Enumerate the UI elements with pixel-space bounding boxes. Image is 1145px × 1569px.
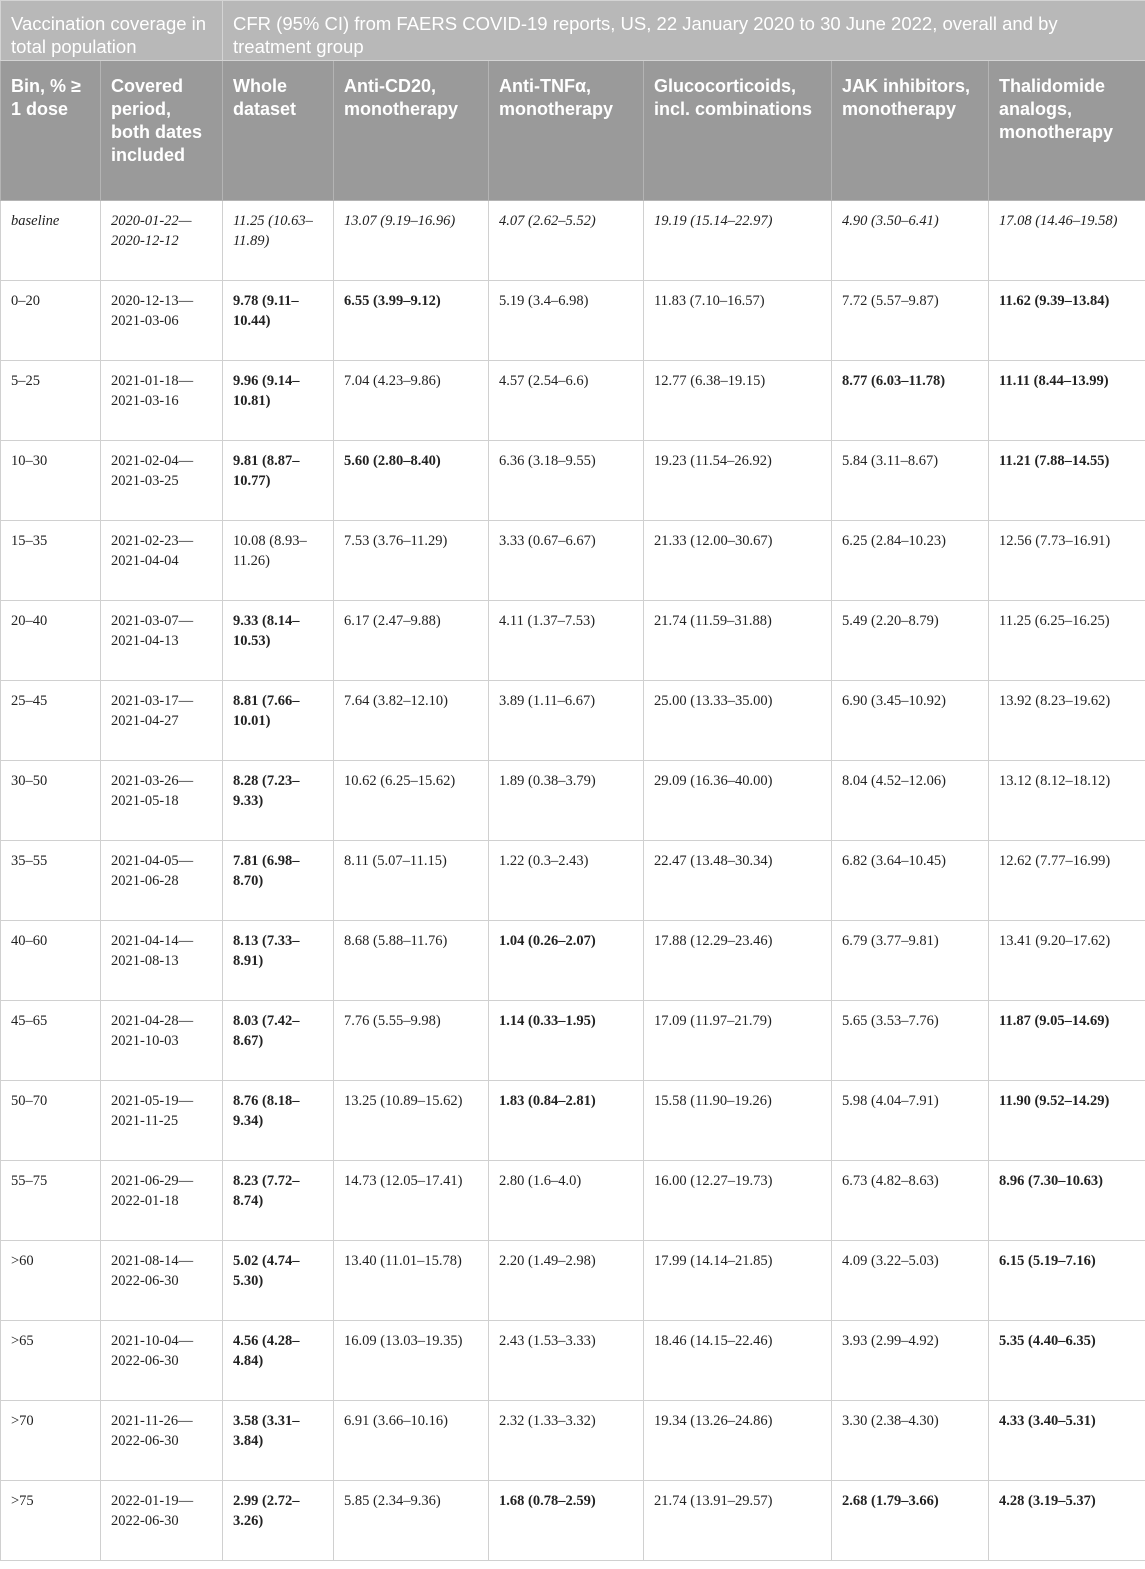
cell-whole-dataset: 8.03 (7.42–8.67)	[223, 1001, 334, 1081]
cell-period: 2021-04-14—2021-08-13	[101, 921, 223, 1001]
table-row	[1, 1081, 1145, 1161]
cell-whole-dataset: 3.58 (3.31–3.84)	[223, 1401, 334, 1481]
cell-glucocorticoids: 19.19 (15.14–22.97)	[644, 201, 832, 281]
column-header-anti-tnf: Anti-TNFα, monotherapy	[489, 61, 644, 201]
column-header-period: Covered period, both dates included	[101, 61, 223, 201]
cell-glucocorticoids: 17.09 (11.97–21.79)	[644, 1001, 832, 1081]
cell-glucocorticoids: 21.74 (13.91–29.57)	[644, 1481, 832, 1561]
cell-thalidomide-analogs: 13.12 (8.12–18.12)	[989, 761, 1145, 841]
cell-jak-inhibitors: 8.77 (6.03–11.78)	[832, 361, 989, 441]
table-row	[1, 1161, 1145, 1241]
cell-whole-dataset: 9.96 (9.14–10.81)	[223, 361, 334, 441]
cell-glucocorticoids: 11.83 (7.10–16.57)	[644, 281, 832, 361]
table-row	[1, 1401, 1145, 1481]
cell-glucocorticoids: 18.46 (14.15–22.46)	[644, 1321, 832, 1401]
cell-anti-cd20: 5.60 (2.80–8.40)	[334, 441, 489, 521]
cell-glucocorticoids: 16.00 (12.27–19.73)	[644, 1161, 832, 1241]
cell-anti-tnf: 3.33 (0.67–6.67)	[489, 521, 644, 601]
cell-period: 2021-08-14—2022-06-30	[101, 1241, 223, 1321]
cell-bin: 20–40	[1, 601, 101, 681]
cell-bin: 40–60	[1, 921, 101, 1001]
table-row	[1, 201, 1145, 281]
column-header-whole-dataset: Whole dataset	[223, 61, 334, 201]
cell-anti-tnf: 3.89 (1.11–6.67)	[489, 681, 644, 761]
cell-anti-cd20: 14.73 (12.05–17.41)	[334, 1161, 489, 1241]
cell-bin: 30–50	[1, 761, 101, 841]
cell-anti-cd20: 8.68 (5.88–11.76)	[334, 921, 489, 1001]
cell-bin: 25–45	[1, 681, 101, 761]
cell-whole-dataset: 8.13 (7.33–8.91)	[223, 921, 334, 1001]
cell-bin: >60	[1, 1241, 101, 1321]
cell-bin: >70	[1, 1401, 101, 1481]
cell-thalidomide-analogs: 12.56 (7.73–16.91)	[989, 521, 1145, 601]
cell-glucocorticoids: 19.34 (13.26–24.86)	[644, 1401, 832, 1481]
cell-thalidomide-analogs: 4.33 (3.40–5.31)	[989, 1401, 1145, 1481]
cell-anti-cd20: 13.25 (10.89–15.62)	[334, 1081, 489, 1161]
cell-glucocorticoids: 12.77 (6.38–19.15)	[644, 361, 832, 441]
cell-thalidomide-analogs: 12.62 (7.77–16.99)	[989, 841, 1145, 921]
cell-period: 2021-11-26—2022-06-30	[101, 1401, 223, 1481]
cell-jak-inhibitors: 6.73 (4.82–8.63)	[832, 1161, 989, 1241]
cell-bin: 5–25	[1, 361, 101, 441]
cell-thalidomide-analogs: 11.11 (8.44–13.99)	[989, 361, 1145, 441]
cell-anti-cd20: 13.40 (11.01–15.78)	[334, 1241, 489, 1321]
column-header-row	[1, 61, 1145, 201]
table-row	[1, 601, 1145, 681]
cell-jak-inhibitors: 5.65 (3.53–7.76)	[832, 1001, 989, 1081]
cell-anti-cd20: 7.64 (3.82–12.10)	[334, 681, 489, 761]
cell-period: 2021-05-19—2021-11-25	[101, 1081, 223, 1161]
cell-thalidomide-analogs: 6.15 (5.19–7.16)	[989, 1241, 1145, 1321]
cell-bin: 15–35	[1, 521, 101, 601]
cell-thalidomide-analogs: 11.21 (7.88–14.55)	[989, 441, 1145, 521]
cell-anti-tnf: 4.57 (2.54–6.6)	[489, 361, 644, 441]
cell-jak-inhibitors: 3.93 (2.99–4.92)	[832, 1321, 989, 1401]
cell-glucocorticoids: 19.23 (11.54–26.92)	[644, 441, 832, 521]
cell-anti-cd20: 7.76 (5.55–9.98)	[334, 1001, 489, 1081]
cell-glucocorticoids: 29.09 (16.36–40.00)	[644, 761, 832, 841]
cell-anti-cd20: 7.04 (4.23–9.86)	[334, 361, 489, 441]
cell-jak-inhibitors: 6.25 (2.84–10.23)	[832, 521, 989, 601]
cell-jak-inhibitors: 5.84 (3.11–8.67)	[832, 441, 989, 521]
cell-thalidomide-analogs: 11.87 (9.05–14.69)	[989, 1001, 1145, 1081]
cell-anti-tnf: 1.89 (0.38–3.79)	[489, 761, 644, 841]
header-group-vaccination: Vaccination coverage in total population	[1, 1, 223, 61]
cell-period: 2021-10-04—2022-06-30	[101, 1321, 223, 1401]
table-row	[1, 1321, 1145, 1401]
cell-glucocorticoids: 17.88 (12.29–23.46)	[644, 921, 832, 1001]
cell-jak-inhibitors: 5.49 (2.20–8.79)	[832, 601, 989, 681]
table-row	[1, 681, 1145, 761]
cell-anti-cd20: 13.07 (9.19–16.96)	[334, 201, 489, 281]
cell-glucocorticoids: 15.58 (11.90–19.26)	[644, 1081, 832, 1161]
table-row	[1, 1481, 1145, 1561]
cell-bin: 10–30	[1, 441, 101, 521]
cell-jak-inhibitors: 6.82 (3.64–10.45)	[832, 841, 989, 921]
cell-thalidomide-analogs: 17.08 (14.46–19.58)	[989, 201, 1145, 281]
cell-jak-inhibitors: 2.68 (1.79–3.66)	[832, 1481, 989, 1561]
cell-whole-dataset: 8.81 (7.66–10.01)	[223, 681, 334, 761]
cell-anti-tnf: 1.68 (0.78–2.59)	[489, 1481, 644, 1561]
table-row	[1, 1241, 1145, 1321]
cell-whole-dataset: 4.56 (4.28–4.84)	[223, 1321, 334, 1401]
cell-period: 2021-03-17—2021-04-27	[101, 681, 223, 761]
cell-bin: 0–20	[1, 281, 101, 361]
cell-jak-inhibitors: 5.98 (4.04–7.91)	[832, 1081, 989, 1161]
cell-whole-dataset: 9.33 (8.14–10.53)	[223, 601, 334, 681]
cell-bin: 50–70	[1, 1081, 101, 1161]
cell-thalidomide-analogs: 11.62 (9.39–13.84)	[989, 281, 1145, 361]
cell-jak-inhibitors: 3.30 (2.38–4.30)	[832, 1401, 989, 1481]
cell-bin: 45–65	[1, 1001, 101, 1081]
cell-anti-tnf: 1.83 (0.84–2.81)	[489, 1081, 644, 1161]
cell-thalidomide-analogs: 5.35 (4.40–6.35)	[989, 1321, 1145, 1401]
cell-anti-cd20: 10.62 (6.25–15.62)	[334, 761, 489, 841]
column-header-thalidomide-analogs: Thalidomide analogs, monotherapy	[989, 61, 1145, 201]
cell-whole-dataset: 2.99 (2.72–3.26)	[223, 1481, 334, 1561]
cell-whole-dataset: 5.02 (4.74–5.30)	[223, 1241, 334, 1321]
cell-anti-cd20: 8.11 (5.07–11.15)	[334, 841, 489, 921]
cell-anti-cd20: 6.91 (3.66–10.16)	[334, 1401, 489, 1481]
cell-glucocorticoids: 22.47 (13.48–30.34)	[644, 841, 832, 921]
table-body	[1, 201, 1145, 1561]
cell-anti-cd20: 7.53 (3.76–11.29)	[334, 521, 489, 601]
cell-glucocorticoids: 25.00 (13.33–35.00)	[644, 681, 832, 761]
header-group-row	[1, 1, 1145, 61]
cell-anti-tnf: 1.14 (0.33–1.95)	[489, 1001, 644, 1081]
header-group-cfr: CFR (95% CI) from FAERS COVID-19 reports, US, 22 January 2020 to 30 June 2022, overall and by treatment group	[223, 1, 1145, 61]
cell-bin: >65	[1, 1321, 101, 1401]
cell-period: 2021-02-04—2021-03-25	[101, 441, 223, 521]
cell-thalidomide-analogs: 4.28 (3.19–5.37)	[989, 1481, 1145, 1561]
cell-whole-dataset: 10.08 (8.93–11.26)	[223, 521, 334, 601]
cell-period: 2021-01-18—2021-03-16	[101, 361, 223, 441]
cell-bin: >75	[1, 1481, 101, 1561]
cell-anti-tnf: 2.32 (1.33–3.32)	[489, 1401, 644, 1481]
cell-period: 2020-01-22—2020-12-12	[101, 201, 223, 281]
table-row	[1, 761, 1145, 841]
cell-whole-dataset: 9.78 (9.11–10.44)	[223, 281, 334, 361]
column-header-bin: Bin, % ≥ 1 dose	[1, 61, 101, 201]
cell-period: 2021-03-07—2021-04-13	[101, 601, 223, 681]
cell-anti-cd20: 6.55 (3.99–9.12)	[334, 281, 489, 361]
cell-whole-dataset: 11.25 (10.63–11.89)	[223, 201, 334, 281]
cell-period: 2020-12-13—2021-03-06	[101, 281, 223, 361]
cell-bin: baseline	[1, 201, 101, 281]
table-row	[1, 841, 1145, 921]
cell-anti-tnf: 2.43 (1.53–3.33)	[489, 1321, 644, 1401]
cell-period: 2021-03-26—2021-05-18	[101, 761, 223, 841]
cell-anti-tnf: 4.11 (1.37–7.53)	[489, 601, 644, 681]
cell-thalidomide-analogs: 11.25 (6.25–16.25)	[989, 601, 1145, 681]
cell-period: 2021-02-23—2021-04-04	[101, 521, 223, 601]
cell-anti-tnf: 5.19 (3.4–6.98)	[489, 281, 644, 361]
cell-period: 2022-01-19—2022-06-30	[101, 1481, 223, 1561]
cell-jak-inhibitors: 4.09 (3.22–5.03)	[832, 1241, 989, 1321]
cell-anti-tnf: 1.22 (0.3–2.43)	[489, 841, 644, 921]
cell-glucocorticoids: 21.33 (12.00–30.67)	[644, 521, 832, 601]
column-header-anti-cd20: Anti-CD20, monotherapy	[334, 61, 489, 201]
cell-anti-cd20: 16.09 (13.03–19.35)	[334, 1321, 489, 1401]
cell-jak-inhibitors: 8.04 (4.52–12.06)	[832, 761, 989, 841]
cell-thalidomide-analogs: 13.41 (9.20–17.62)	[989, 921, 1145, 1001]
table-row	[1, 1001, 1145, 1081]
cell-thalidomide-analogs: 11.90 (9.52–14.29)	[989, 1081, 1145, 1161]
cell-period: 2021-06-29—2022-01-18	[101, 1161, 223, 1241]
cell-period: 2021-04-28—2021-10-03	[101, 1001, 223, 1081]
cell-whole-dataset: 9.81 (8.87–10.77)	[223, 441, 334, 521]
cell-thalidomide-analogs: 13.92 (8.23–19.62)	[989, 681, 1145, 761]
cell-thalidomide-analogs: 8.96 (7.30–10.63)	[989, 1161, 1145, 1241]
cell-anti-tnf: 4.07 (2.62–5.52)	[489, 201, 644, 281]
table-row	[1, 441, 1145, 521]
cell-glucocorticoids: 17.99 (14.14–21.85)	[644, 1241, 832, 1321]
table-row	[1, 921, 1145, 1001]
cell-anti-cd20: 5.85 (2.34–9.36)	[334, 1481, 489, 1561]
cell-anti-tnf: 6.36 (3.18–9.55)	[489, 441, 644, 521]
cell-anti-tnf: 2.80 (1.6–4.0)	[489, 1161, 644, 1241]
cell-anti-tnf: 1.04 (0.26–2.07)	[489, 921, 644, 1001]
cell-whole-dataset: 8.28 (7.23–9.33)	[223, 761, 334, 841]
column-header-glucocorticoids: Glucocorticoids, incl. combinations	[644, 61, 832, 201]
cell-glucocorticoids: 21.74 (11.59–31.88)	[644, 601, 832, 681]
cell-whole-dataset: 8.76 (8.18–9.34)	[223, 1081, 334, 1161]
cell-jak-inhibitors: 6.79 (3.77–9.81)	[832, 921, 989, 1001]
cell-jak-inhibitors: 6.90 (3.45–10.92)	[832, 681, 989, 761]
column-header-jak-inhibitors: JAK inhibitors, monotherapy	[832, 61, 989, 201]
cell-whole-dataset: 7.81 (6.98–8.70)	[223, 841, 334, 921]
table-row	[1, 281, 1145, 361]
cell-whole-dataset: 8.23 (7.72–8.74)	[223, 1161, 334, 1241]
cell-bin: 55–75	[1, 1161, 101, 1241]
cell-anti-tnf: 2.20 (1.49–2.98)	[489, 1241, 644, 1321]
cell-bin: 35–55	[1, 841, 101, 921]
cell-jak-inhibitors: 7.72 (5.57–9.87)	[832, 281, 989, 361]
cell-anti-cd20: 6.17 (2.47–9.88)	[334, 601, 489, 681]
cell-period: 2021-04-05—2021-06-28	[101, 841, 223, 921]
cell-jak-inhibitors: 4.90 (3.50–6.41)	[832, 201, 989, 281]
table-row	[1, 361, 1145, 441]
table-row	[1, 521, 1145, 601]
